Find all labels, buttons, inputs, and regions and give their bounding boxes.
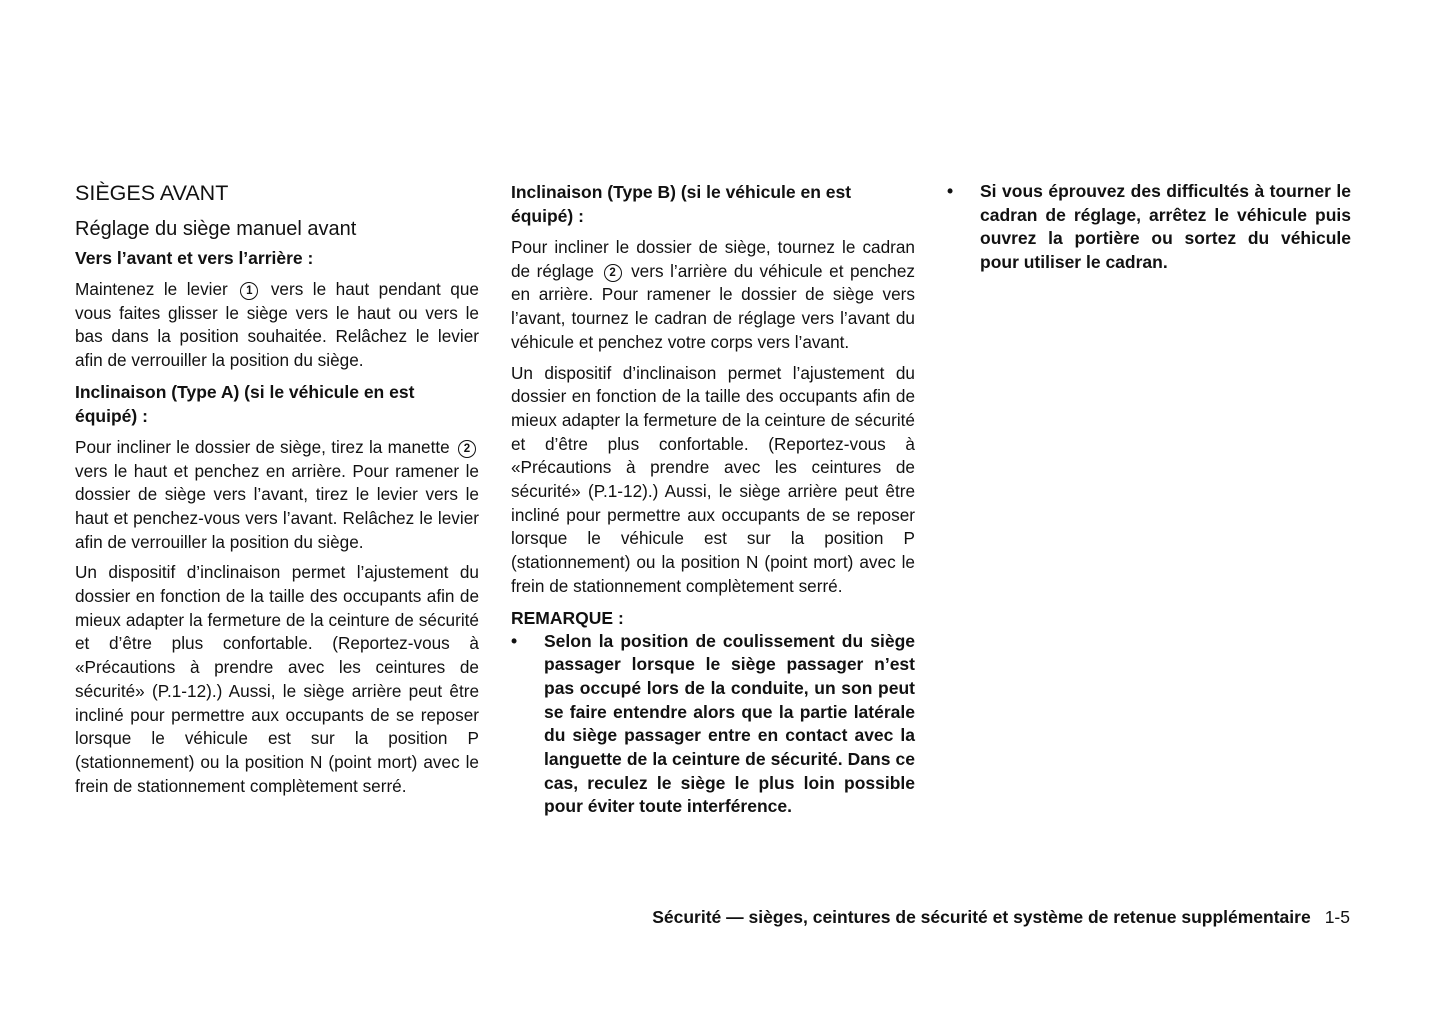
note-bullet-item — [511, 630, 915, 820]
callout-2-icon: 2 — [604, 264, 622, 282]
note-bullet-text: Selon la position de coulissement du siège passager lorsque le siège passager n’est pas occupé lors de la conduite, un son peut se faire entendre alors que la partie latérale du siège passager entre en contact avec la languette de la ceinture de sécurité. Dans ce cas, reculez le siège le plus loin possible pour éviter toute interférence. — [544, 630, 915, 817]
callout-1-icon: 1 — [240, 282, 258, 300]
text-fragment: vers l’arrière du véhicule et penchez en arrière. Pour ramener le dossier de siège vers l’avant, tournez le cadran de réglage vers l’avant du véhicule et penchez votre corps vers l’avant. — [511, 260, 915, 352]
column-left — [75, 176, 479, 805]
column-middle — [511, 176, 915, 819]
heading-forward-backward: Vers l’avant et vers l’arrière : — [75, 248, 314, 268]
text-fragment: Pour incliner le dossier de siège, tirez la manette — [75, 436, 450, 457]
section-title: SIÈGES AVANT — [75, 181, 229, 205]
text-fragment: Maintenez le levier — [75, 279, 228, 299]
text-fragment: vers le haut et penchez en arrière. Pour ramener le dossier de siège vers l’avant, tirez le levier vers le haut et penchez-vous vers l’avant. Relâchez le levier afin de verrouiller la position du siège. — [75, 460, 479, 552]
paragraph-recline-type-b — [511, 236, 915, 355]
callout-2-icon: 2 — [458, 440, 476, 458]
text-fragment: vers le haut pendant que vous faites glisser le siège vers le haut ou vers le bas dans la position souhaitée. Relâchez le levier afin de verrouiller la position du siège. — [75, 279, 479, 371]
footer-chapter-title: Sécurité — sièges, ceintures de sécurité et système de retenue supplémentaire — [652, 907, 1311, 927]
paragraph-recline-type-a — [75, 436, 479, 555]
page-footer — [652, 907, 1350, 928]
page-number: 1-5 — [1324, 907, 1350, 927]
bullet-icon: • — [511, 630, 518, 651]
sub-title: Réglage du siège manuel avant — [75, 218, 357, 240]
heading-recline-type-b: Inclinaison (Type B) (si le véhicule en est équipé) : — [511, 182, 852, 226]
text-fragment: Pour incliner le dossier de siège, tournez le cadran de réglage — [511, 237, 915, 281]
warning-bullet-item — [947, 180, 1351, 275]
bullet-icon: • — [947, 181, 954, 201]
heading-recline-type-a: Inclinaison (Type A) (si le véhicule en est équipé) : — [75, 381, 415, 426]
column-right — [947, 180, 1351, 275]
paragraph-recline-device: Un dispositif d’inclinaison permet l’ajustement du dossier en fonction de la taille des occupants afin de mieux adapter la fermeture de la ceinture de sécurité et d’être plus confortable. (Reportez-vous à «Précautions à prendre avec les ceintures de sécurité» (P.1-12).) Aussi, le siège arrière peut être incliné pour permettre aux occupants de se reposer lorsque le véhicule est sur la position P (stationnement) ou la position N (point mort) avec le frein de stationnement complètement serré. — [511, 362, 915, 596]
note-heading: REMARQUE : — [511, 607, 624, 628]
warning-bullet-text: Si vous éprouvez des difficultés à tourner le cadran de réglage, arrêtez le véhicule puis ouvrez la portière ou sortez du véhicule pour utiliser le cadran. — [980, 181, 1351, 273]
paragraph-forward-backward — [75, 278, 479, 373]
paragraph-recline-device: Un dispositif d’inclinaison permet l’ajustement du dossier en fonction de la taille des occupants afin de mieux adapter la fermeture de la ceinture de sécurité et d’être plus confortable. (Reportez-vous à «Précautions à prendre avec les ceintures de sécurité» (P.1-12).) Aussi, le siège arrière peut être incliné pour permettre aux occupants de se reposer lorsque le véhicule est sur la position P (stationnement) ou la position N (point mort) avec le frein de stationnement complètement serré. — [75, 562, 479, 796]
